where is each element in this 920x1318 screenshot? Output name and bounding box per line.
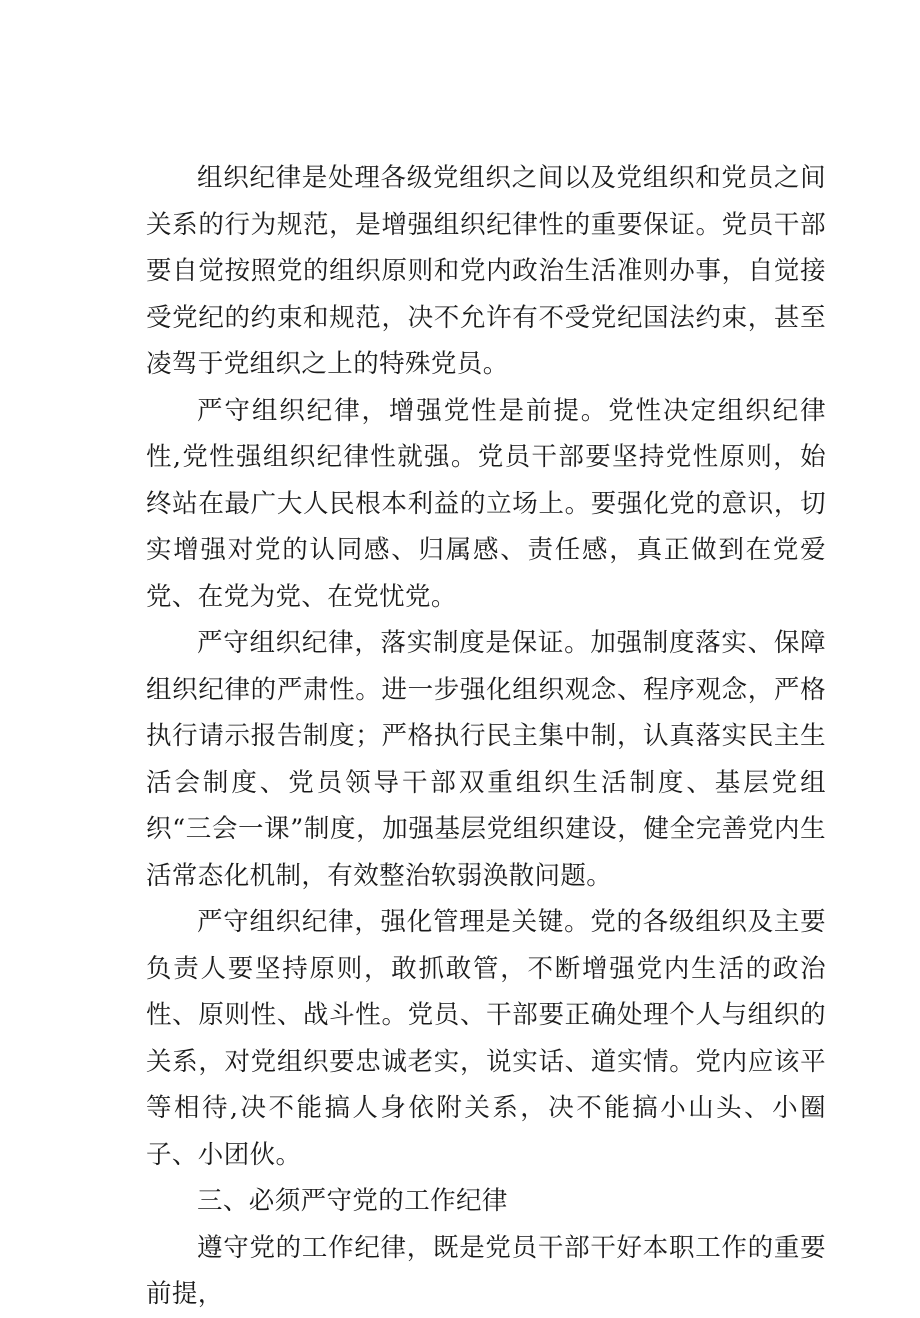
- paragraph-party-spirit: 严守组织纪律，增强党性是前提。党性决定组织纪律性,党性强组织纪律性就强。党员干部要坚持党性原则，始终站在最广大人民根本利益的立场上。要强化党的意识，切实增强对党的认同感、归属感、责任感，真正做到在党爱党、在党为党、在党忧党。: [146, 395, 826, 612]
- paragraph-organizational-discipline-intro: 组织纪律是处理各级党组织之间以及党组织和党员之间关系的行为规范，是增强组织纪律性的重要保证。党员干部要自觉按照党的组织原则和党内政治生活准则办事，自觉接受党纪的约束和规范，决不允许有不受党纪国法约束，甚至凌驾于党组织之上的特殊党员。: [146, 163, 826, 379]
- paragraph-work-discipline: 遵守党的工作纪律，既是党员干部干好本职工作的重要前提，: [146, 1232, 826, 1309]
- document-body: [146, 155, 826, 1318]
- paragraph-management: 严守组织纪律，强化管理是关键。党的各级组织及主要负责人要坚持原则，敢抓敢管，不断增强党内生活的政治性、原则性、战斗性。党员、干部要正确处理个人与组织的关系，对党组织要忠诚老实，说实话、道实情。党内应该平等相待,决不能搞人身依附关系，决不能搞小山头、小圈子、小团伙。: [146, 907, 826, 1170]
- section-heading-work-discipline: 三、必须严守党的工作纪律: [197, 1186, 508, 1216]
- paragraph-system-implementation: 严守组织纪律，落实制度是保证。加强制度落实、保障组织纪律的严肃性。进一步强化组织观念、程序观念，严格执行请示报告制度；严格执行民主集中制，认真落实民主生活会制度、党员领导干部双重组织生活制度、基层党组织“三会一课”制度，加强基层党组织建设，健全完善党内生活常态化机制，有效整治软弱涣散问题。: [146, 628, 826, 891]
